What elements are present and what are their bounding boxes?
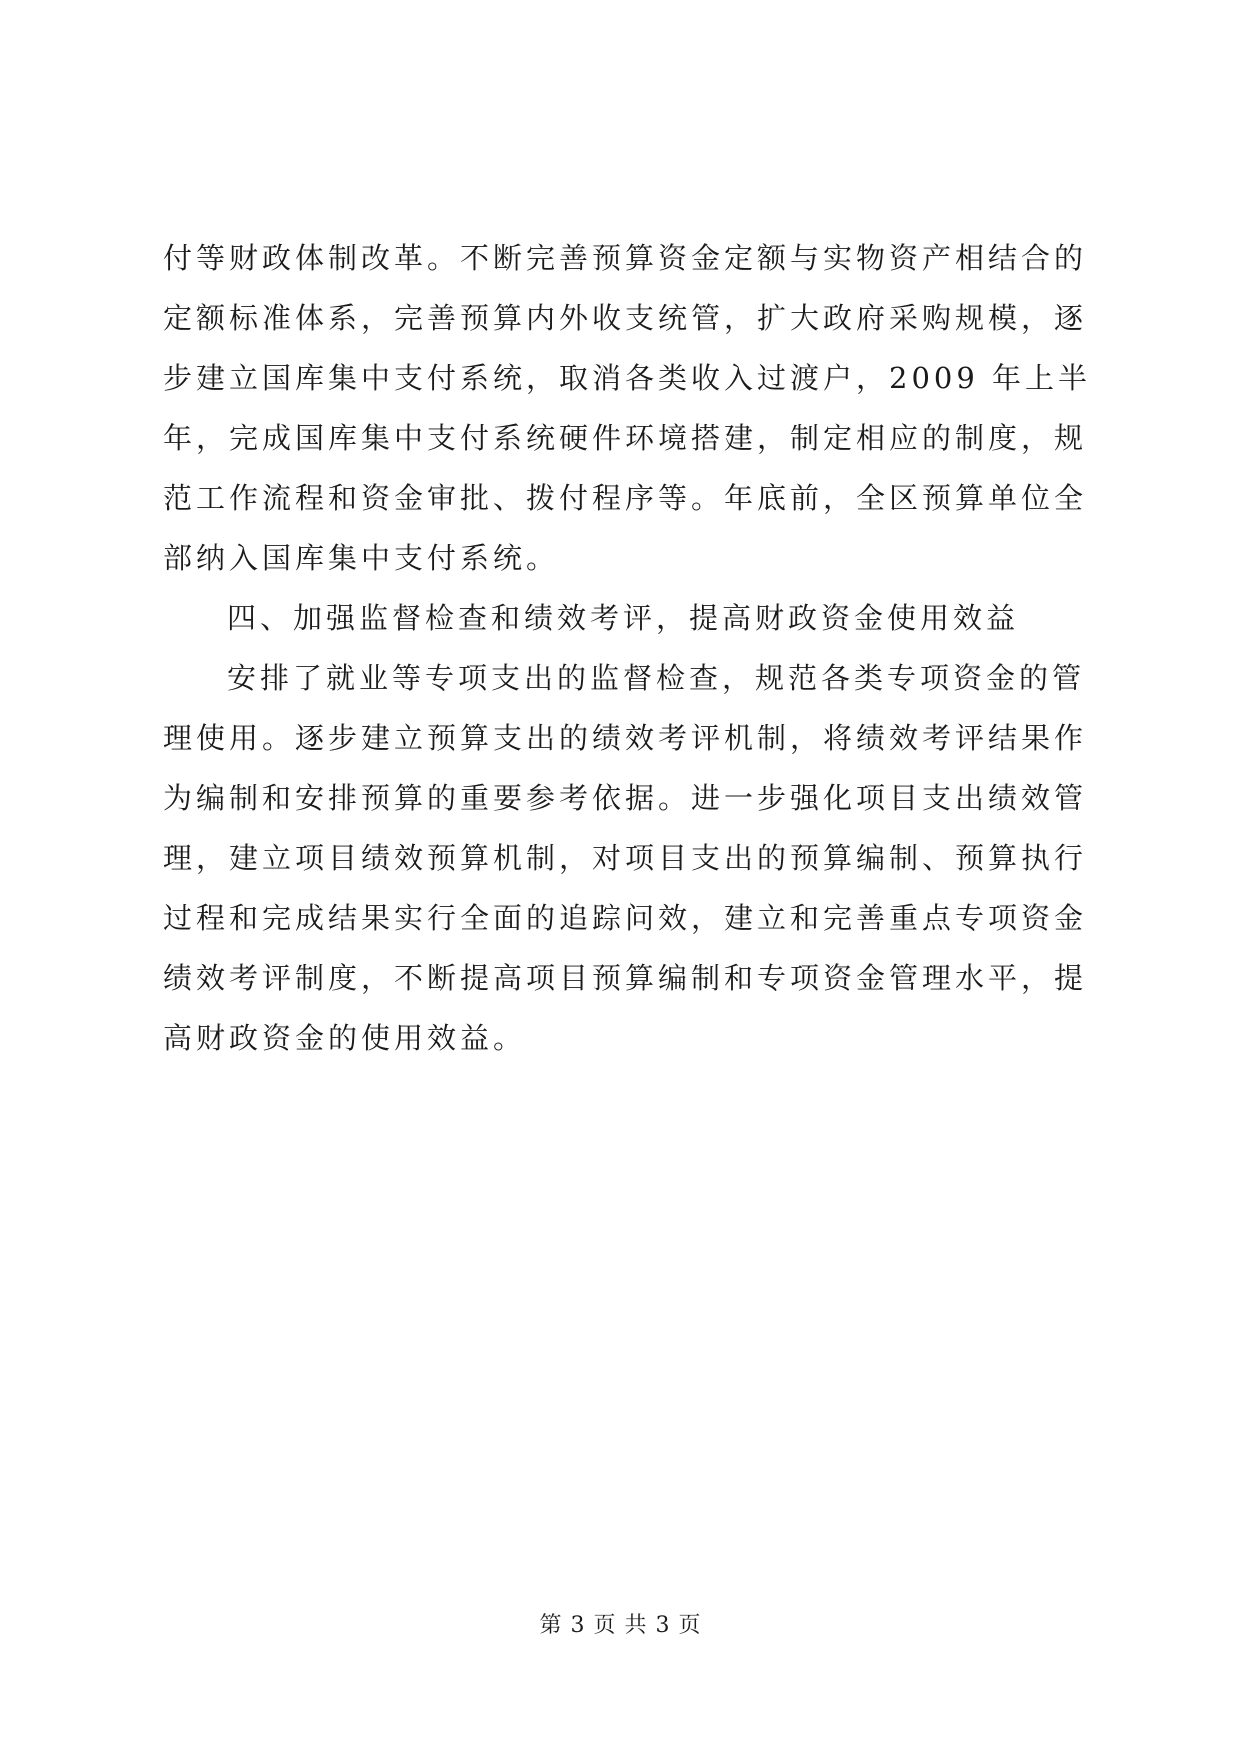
body-text: [163, 228, 1092, 1068]
paragraph-line: 理使用。逐步建立预算支出的绩效考评机制，将绩效考评结果作: [163, 721, 1088, 755]
paragraph-line: 付等财政体制改革。不断完善预算资金定额与实物资产相结合的: [163, 241, 1088, 275]
paragraph-line: 高财政资金的使用效益。: [163, 1021, 527, 1055]
paragraph-line: 步建立国库集中支付系统，取消各类收入过渡户，2009 年上半: [163, 361, 1092, 395]
section-heading: 四、加强监督检查和绩效考评，提高财政资金使用效益: [227, 601, 1020, 635]
paragraph-line: 年，完成国库集中支付系统硬件环境搭建，制定相应的制度，规: [163, 421, 1088, 455]
paragraph-line: 理，建立项目绩效预算机制，对项目支出的预算编制、预算执行: [163, 841, 1088, 875]
paragraph-line: 部纳入国库集中支付系统。: [163, 541, 560, 575]
paragraph-line: 过程和完成结果实行全面的追踪问效，建立和完善重点专项资金: [163, 901, 1088, 935]
paragraph-line: 定额标准体系，完善预算内外收支统管，扩大政府采购规模，逐: [163, 301, 1088, 335]
page-footer: [0, 1608, 1241, 1639]
paragraph-line: 范工作流程和资金审批、拨付程序等。年底前，全区预算单位全: [163, 481, 1088, 515]
paragraph-line: 绩效考评制度，不断提高项目预算编制和专项资金管理水平，提: [163, 961, 1088, 995]
page-number: 第 3 页 共 3 页: [539, 1613, 702, 1638]
paragraph-line: 安排了就业等专项支出的监督检查，规范各类专项资金的管: [227, 661, 1086, 695]
paragraph-line: 为编制和安排预算的重要参考依据。进一步强化项目支出绩效管: [163, 781, 1088, 815]
